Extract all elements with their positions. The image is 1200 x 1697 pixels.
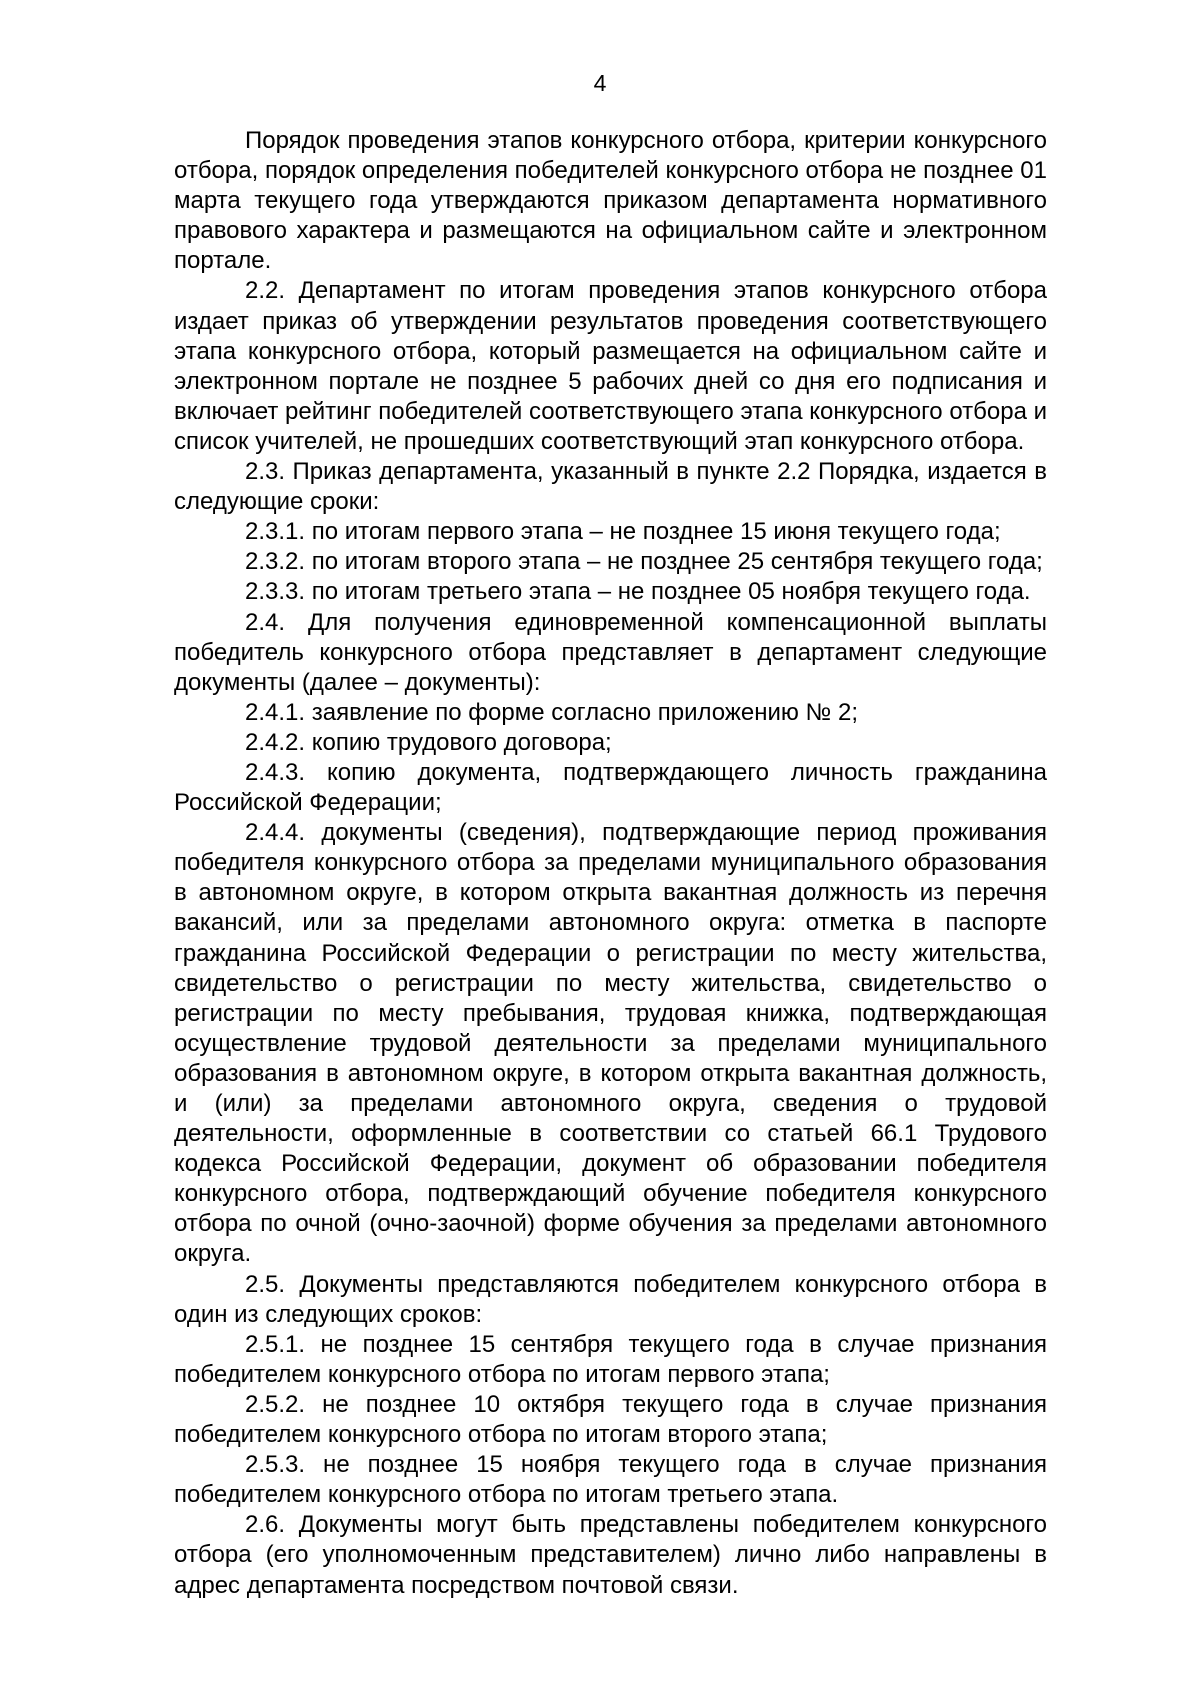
paragraph-2-5-2: 2.5.2. не позднее 10 октября текущего года в случае признания победителем конкурсного отбора по итогам второго этапа;: [174, 1390, 1047, 1449]
paragraph-2-4: 2.4. Для получения единовременной компенсационной выплаты победитель конкурсного отбора представляет в департамент следующие документы (далее – документы):: [174, 608, 1047, 696]
paragraph-2-4-4: 2.4.4. документы (сведения), подтверждающие период проживания победителя конкурсного отбора за пределами муниципального образования в автономном округе, в котором открыта вакантная должность из перечня вакансий, или за пределами автономного округа: отметка в паспорте гражданина Российской Федерации о регистрации по месту жительства, свидетельство о регистрации по месту жительства, свидетельство о регистрации по месту пребывания, трудовая книжка, подтверждающая осуществление трудовой деятельности за пределами муниципального образования в автономном округе, в котором открыта вакантная должность, и (или) за пределами автономного округа, сведения о трудовой деятельности, оформленные в соответствии со статьей 66.1 Трудового кодекса Российской Федерации, документ об образовании победителя конкурсного отбора, подтверждающий обучение победителя конкурсного отбора по очной (очно-заочной) форме обучения за пределами автономного округа.: [174, 819, 1047, 1268]
paragraph-2-3-2: 2.3.2. по итогам второго этапа – не позднее 25 сентября текущего года;: [245, 548, 1043, 576]
paragraph-2-5-3: 2.5.3. не позднее 15 ноября текущего года в случае признания победителем конкурсного отбора по итогам третьего этапа.: [174, 1451, 1047, 1509]
paragraph-2-3: 2.3. Приказ департамента, указанный в пункте 2.2 Порядка, издается в следующие сроки:: [174, 458, 1047, 516]
paragraph-stages-procedure: Порядок проведения этапов конкурсного отбора, критерии конкурсного отбора, порядок определения победителей конкурсного отбора не позднее 01 марта текущего года утверждаются приказом департамента нормативного правового характера и размещаются на официальном сайте и электронном портале.: [174, 127, 1047, 275]
paragraph-2-4-3: 2.4.3. копию документа, подтверждающего личность гражданина Российской Федерации;: [174, 758, 1047, 817]
page-number: 4: [593, 70, 607, 96]
paragraph-2-5: 2.5. Документы представляются победителем конкурсного отбора в один из следующих сроков:: [174, 1270, 1047, 1328]
paragraph-2-5-1: 2.5.1. не позднее 15 сентября текущего года в случае признания победителем конкурсного отбора по итогам первого этапа;: [174, 1330, 1047, 1388]
paragraph-2-4-1: 2.4.1. заявление по форме согласно приложению № 2;: [245, 698, 858, 726]
paragraph-2-4-2: 2.4.2. копию трудового договора;: [245, 728, 612, 756]
paragraph-2-6: 2.6. Документы могут быть представлены победителем конкурсного отбора (его уполномоченным представителем) лично либо направлены в адрес департамента посредством почтовой связи.: [174, 1511, 1047, 1599]
paragraph-2-2: 2.2. Департамент по итогам проведения этапов конкурсного отбора издает приказ об утверждении результатов проведения соответствующего этапа конкурсного отбора, который размещается на официальном сайте и электронном портале не позднее 5 рабочих дней со дня его подписания и включает рейтинг победителей соответствующего этапа конкурсного отбора и список учителей, не прошедших соответствующий этап конкурсного отбора.: [174, 277, 1047, 455]
paragraph-2-3-3: 2.3.3. по итогам третьего этапа – не позднее 05 ноября текущего года.: [245, 578, 1031, 606]
document-body: [174, 126, 1047, 1601]
paragraph-2-3-1: 2.3.1. по итогам первого этапа – не позднее 15 июня текущего года;: [245, 518, 1001, 546]
